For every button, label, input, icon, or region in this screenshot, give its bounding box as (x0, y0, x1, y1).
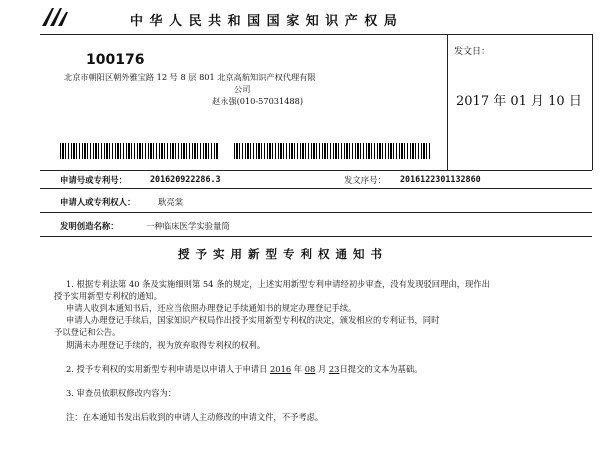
filing-year-unit: 年 (293, 364, 303, 374)
invention-name: 一种临床医学实验量筒 (146, 221, 230, 231)
row-line-2 (40, 212, 592, 213)
paragraph-2 (66, 363, 422, 375)
applicant: 耿亮棠 (158, 197, 184, 207)
office-name: 中 华 人 民 共 和 国 国 家 知 识 产 权 局 (130, 14, 398, 29)
paragraph-1-line-3: 申请人收到本通知书后，还应当依照办理登记手续通知书的规定办理登记手续。 (66, 303, 357, 313)
row-line-1 (40, 188, 592, 189)
dispatch-date-label: 发文日： (454, 47, 491, 57)
address-line-1: 北京市朝阳区朝外雅宝路 12 号 8 层 801 北京高航知识产权代理有限 (64, 72, 316, 82)
filing-month-unit: 月 (317, 364, 327, 374)
row-line-3 (40, 236, 592, 237)
filing-year: 2016 (270, 364, 292, 374)
paragraph-1-line-6: 期满未办理登记手续的，视为放弃取得专利权的权利。 (66, 340, 266, 350)
paragraph-1-line-5: 予以登记和公告。 (54, 327, 121, 337)
frame-top (40, 34, 592, 35)
sipo-logo (40, 6, 70, 28)
dispatch-serial: 2016122301132860 (400, 174, 481, 184)
dispatch-serial-label: 发文序号： (344, 175, 386, 185)
paragraph-1-line-4: 申请人办理登记手续后，国家知识产权局作出授予实用新型专利权的决定，颁发相应的专利证书，同时 (66, 315, 440, 325)
paragraph-2-prefix: 2. 授予专利权的实用新型专利申请是以申请人于申请日 (66, 364, 268, 374)
invention-label: 发明创造名称： (60, 221, 119, 231)
address-line-2: 公司 (234, 84, 251, 94)
notice-title: 授 予 实 用 新 型 专 利 权 通 知 书 (178, 247, 384, 261)
barcode-left (60, 143, 218, 159)
application-no-label: 申请号或专利号： (60, 175, 127, 185)
frame-mid (40, 170, 592, 171)
paragraph-3: 3. 审查员依职权修改内容为： (66, 388, 177, 398)
dispatch-date: 2017 年 01 月 10 日 (456, 94, 582, 109)
contact: 赵永强(010-57031488) (212, 96, 304, 106)
filing-day: 23 (328, 364, 340, 374)
paragraph-2-suffix: 日提交的文本为基础。 (339, 364, 423, 374)
note: 注：在本通知书发出后收到的申请人主动修改的申请文件，不予考虑。 (66, 412, 324, 422)
paragraph-1-line-2: 授予实用新型专利权的通知。 (54, 291, 162, 301)
barcode-right (234, 143, 430, 159)
frame-divider (447, 34, 448, 170)
postcode: 100176 (86, 52, 145, 68)
frame-right (592, 34, 593, 170)
application-no: 201620922286.3 (150, 174, 221, 184)
filing-month: 08 (304, 364, 316, 374)
applicant-label: 申请人或专利权人： (60, 197, 136, 207)
paragraph-1-line-1: 1. 根据专利法第 40 条及实施细则第 54 条的规定，上述实用新型专利申请经初步审查，没有发现驳回理由，现作出 (66, 279, 490, 289)
